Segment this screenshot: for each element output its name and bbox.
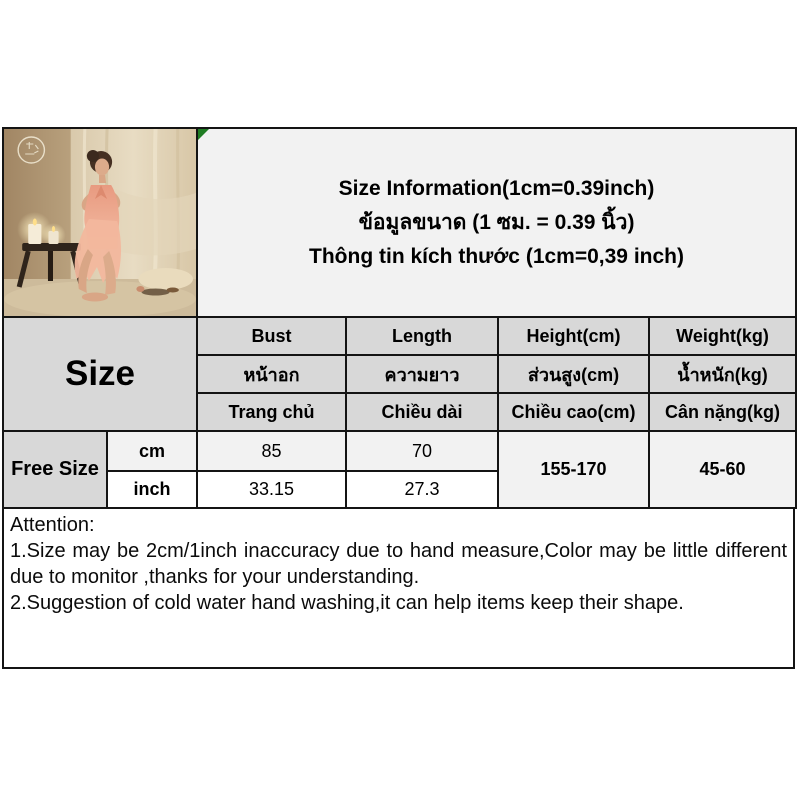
col-height-en: Height(cm)	[498, 317, 649, 355]
header-row-english	[3, 317, 796, 355]
attention-note-2: 2.Suggestion of cold water hand washing,it can help items keep their shape.	[10, 592, 684, 614]
unit-cm-label: cm	[107, 431, 197, 471]
col-bust-vi: Trang chủ	[197, 393, 346, 431]
col-bust-en: Bust	[197, 317, 346, 355]
col-height-th: ส่วนสูง(cm)	[498, 355, 649, 393]
attention-note-1: 1.Size may be 2cm/1inch inaccuracy due to hand measure,Color may be little different due to monitor ,thanks for your understanding.	[10, 540, 787, 588]
free-size-label: Free Size	[3, 431, 107, 508]
col-weight-vi: Cân nặng(kg)	[649, 393, 796, 431]
attention-box	[2, 509, 795, 669]
unit-inch-label: inch	[107, 471, 197, 508]
size-header: Size	[3, 317, 197, 431]
col-length-en: Length	[346, 317, 498, 355]
attention-heading: Attention:	[10, 514, 95, 536]
bust-cm-value: 85	[197, 431, 346, 471]
title-thai: ข้อมูลขนาด (1 ซม. = 0.39 นิ้ว)	[358, 210, 635, 234]
length-cm-value: 70	[346, 431, 498, 471]
data-row-cm	[3, 431, 796, 471]
col-length-vi: Chiều dài	[346, 393, 498, 431]
col-height-vi: Chiều cao(cm)	[498, 393, 649, 431]
col-bust-th: หน้าอก	[197, 355, 346, 393]
col-weight-th: น้ำหนัก(kg)	[649, 355, 796, 393]
product-photo	[4, 129, 196, 316]
size-table	[2, 127, 797, 509]
length-inch-value: 27.3	[346, 471, 498, 508]
height-range-value: 155-170	[498, 431, 649, 508]
col-weight-en: Weight(kg)	[649, 317, 796, 355]
table-row	[3, 128, 796, 317]
title-english: Size Information(1cm=0.39inch)	[338, 176, 655, 200]
product-photo-illustration	[4, 129, 196, 316]
cell-error-marker-icon	[198, 129, 209, 140]
weight-range-value: 45-60	[649, 431, 796, 508]
title-cell	[197, 128, 796, 317]
col-length-th: ความยาว	[346, 355, 498, 393]
title-vietnamese: Thông tin kích thước (1cm=0,39 inch)	[309, 244, 684, 268]
bust-inch-value: 33.15	[197, 471, 346, 508]
product-photo-cell	[3, 128, 197, 317]
sheet-content	[2, 127, 795, 669]
